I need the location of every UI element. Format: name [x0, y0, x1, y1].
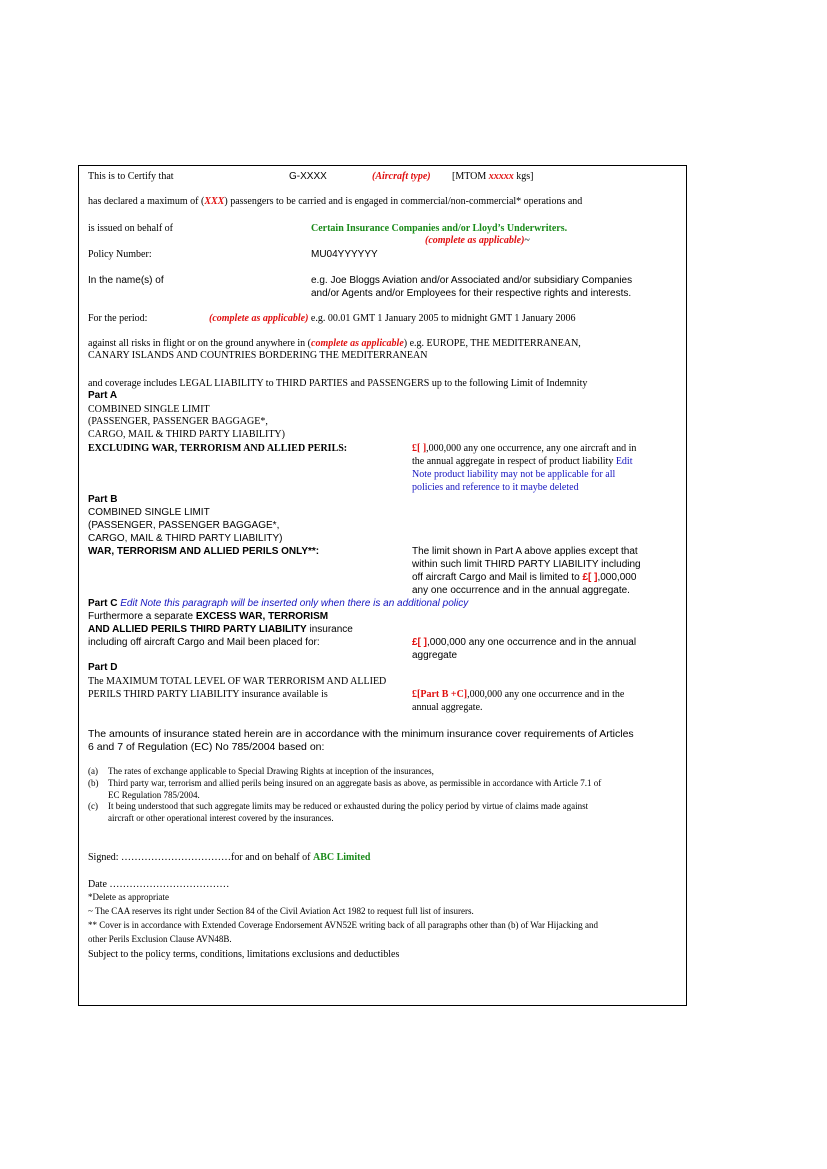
part-b-r3	[412, 572, 636, 584]
part-c-l2a: AND ALLIED PERILS THIRD PARTY LIABILITY	[88, 624, 307, 635]
names-line1: e.g. Joe Bloggs Aviation and/or Associated and/or subsidiary Companies	[311, 275, 633, 286]
part-a-r2-text: the annual aggregate in respect of product liability	[412, 456, 616, 467]
declared-suffix: ) passengers to be carried and is engaged in commercial/non-commercial* operations and	[224, 196, 583, 207]
part-b-amount: £[ ]	[582, 572, 598, 583]
period-note: (complete as applicable)	[209, 313, 309, 324]
condition-mark: (a)	[88, 766, 98, 776]
mtom-prefix: [MTOM	[452, 171, 489, 182]
aircraft-type: (Aircraft type)	[372, 171, 431, 182]
part-d-amount: £[Part B +C]	[412, 689, 468, 700]
part-a-l2: (PASSENGER, PASSENGER BAGGAGE*,	[88, 416, 268, 427]
part-a-r2	[412, 456, 633, 468]
part-b-r3-text: off aircraft Cargo and Mail is limited to	[412, 572, 583, 583]
part-b-r4: any one occurrence and in the annual aggregate.	[412, 585, 630, 596]
part-b-r2: within such limit THIRD PARTY LIABILITY including	[412, 559, 641, 570]
part-b-l3: CARGO, MAIL & THIRD PARTY LIABILITY)	[88, 533, 283, 544]
risks-prefix: against all risks in flight or on the ground anywhere in (	[88, 338, 312, 349]
part-b-heading: Part B	[88, 494, 118, 505]
part-c-l2	[88, 624, 353, 636]
part-c-l2b: insurance	[306, 624, 353, 635]
part-b-l1: COMBINED SINGLE LIMIT	[88, 507, 210, 518]
part-d-l1: The MAXIMUM TOTAL LEVEL OF WAR TERRORISM AND ALLIED	[88, 676, 387, 687]
part-a-r1	[412, 443, 636, 455]
part-a-r1-text: ,000,000 any one occurrence, any one aircraft and in	[426, 443, 637, 454]
registration: G-XXXX	[289, 171, 327, 182]
part-d-r2: annual aggregate.	[412, 702, 483, 713]
footnote-1: *Delete as appropriate	[88, 892, 169, 902]
part-c-r2: aggregate	[412, 650, 458, 661]
part-c-l1a: Furthermore a separate	[88, 611, 196, 622]
period-text: e.g. 00.01 GMT 1 January 2005 to midnight GMT 1 January 2006	[308, 313, 576, 324]
behalf-label: is issued on behalf of	[88, 223, 173, 234]
names-label: In the name(s) of	[88, 275, 164, 286]
risks-note: complete as applicable	[311, 338, 404, 349]
mtom-suffix: kgs]	[513, 171, 534, 182]
part-b-r3b: ,000,000	[597, 572, 637, 583]
part-c-r1	[412, 637, 636, 649]
period-label: For the period:	[88, 313, 148, 324]
part-b-r1: The limit shown in Part A above applies except that	[412, 546, 638, 557]
part-d-l2: PERILS THIRD PARTY LIABILITY insurance available is	[88, 689, 328, 700]
part-c-l1	[88, 611, 328, 623]
certify-prefix: This is to Certify that	[88, 171, 174, 182]
part-d-r1	[412, 689, 624, 701]
regulation-l2: 6 and 7 of Regulation (EC) No 785/2004 based on:	[88, 741, 325, 753]
part-c-line	[88, 598, 468, 610]
signed-line	[88, 852, 370, 864]
part-d-heading: Part D	[88, 662, 118, 673]
mtom	[452, 171, 534, 183]
risks-line	[88, 338, 581, 350]
part-a-edit: Edit	[615, 456, 633, 467]
part-a-l3: CARGO, MAIL & THIRD PARTY LIABILITY)	[88, 429, 285, 440]
part-c-l3: including off aircraft Cargo and Mail been placed for:	[88, 637, 320, 648]
condition-text: Third party war, terrorism and allied perils being insured on an aggregate basis as above, as permissible in accordance with Article 7.1 of	[108, 778, 602, 788]
names-line2: and/or Agents and/or Employees for their respective rights and interests.	[311, 288, 632, 299]
part-b-l2: (PASSENGER, PASSENGER BAGGAGE*,	[88, 520, 280, 531]
coverage-line: and coverage includes LEGAL LIABILITY to THIRD PARTIES and PASSENGERS up to the following Limit of Indemnity	[88, 378, 588, 389]
part-a-heading: Part A	[88, 390, 118, 401]
condition-text: aircraft or other operational interest covered by the insurances.	[108, 813, 334, 823]
mtom-value: xxxxx	[488, 171, 514, 182]
policy-number: MU04YYYYYY	[311, 249, 378, 260]
part-a-l4: EXCLUDING WAR, TERRORISM AND ALLIED PERILS:	[88, 443, 348, 454]
risks-suffix: ) e.g. EUROPE, THE MEDITERRANEAN,	[403, 338, 581, 349]
part-c-edit-note: Edit Note this paragraph will be inserted only when there is an additional policy	[120, 598, 469, 609]
declared-prefix: has declared a maximum of (	[88, 196, 205, 207]
condition-text: EC Regulation 785/2004.	[108, 790, 200, 800]
condition-mark: (b)	[88, 778, 99, 788]
footnote-2: ~ The CAA reserves its right under Section 84 of the Civil Aviation Act 1982 to request full list of insurers.	[88, 906, 474, 916]
signed-label: Signed: ……………………………for and on behalf of	[88, 852, 313, 863]
date-line: Date ………………………………	[88, 879, 230, 890]
condition-text: The rates of exchange applicable to Special Drawing Rights at inception of the insurances,	[108, 766, 434, 776]
condition-mark: (c)	[88, 801, 98, 811]
insurers: Certain Insurance Companies and/or Lloyd’s Underwriters.	[311, 223, 568, 234]
part-a-l1: COMBINED SINGLE LIMIT	[88, 404, 210, 415]
company-name: ABC Limited	[312, 852, 371, 863]
behalf-note-suffix: ~	[524, 235, 530, 246]
period-line	[209, 313, 576, 325]
part-d-r1-text: ,000,000 any one occurrence and in the	[467, 689, 625, 700]
part-a-r3: Note product liability may not be applicable for all	[412, 469, 616, 480]
footnote-4: other Perils Exclusion Clause AVN48B.	[88, 934, 232, 944]
declared-line	[88, 196, 582, 208]
part-c-amount: £[ ]	[412, 637, 427, 648]
condition-text: It being understood that such aggregate limits may be reduced or exhausted during the policy period by virtue of claims made against	[108, 801, 589, 811]
subject-line: Subject to the policy terms, conditions, limitations exclusions and deductibles	[88, 949, 400, 960]
part-c-l1b: EXCESS WAR, TERRORISM	[195, 611, 329, 622]
part-a-amount: £[ ]	[412, 443, 427, 454]
part-b-l4: WAR, TERRORISM AND ALLIED PERILS ONLY**:	[88, 546, 320, 557]
regulation-l1: The amounts of insurance stated herein are in accordance with the minimum insurance cover requirements of Articles	[88, 728, 634, 740]
risks-line2: CANARY ISLANDS AND COUNTRIES BORDERING THE MEDITERRANEAN	[88, 350, 428, 361]
part-a-r4: policies and reference to it maybe deleted	[412, 482, 579, 493]
behalf-note-text: (complete as applicable)	[425, 235, 525, 246]
part-c-r1-text: ,000,000 any one occurrence and in the annual	[427, 637, 637, 648]
policy-label: Policy Number:	[88, 249, 152, 260]
footnote-3: ** Cover is in accordance with Extended Coverage Endorsement AVN52E writing back of all paragraphs other than (b) of War Hijacking and	[88, 920, 599, 930]
pax-count: XXX	[204, 196, 225, 207]
part-c-heading: Part C	[88, 598, 118, 609]
behalf-note	[425, 235, 530, 247]
